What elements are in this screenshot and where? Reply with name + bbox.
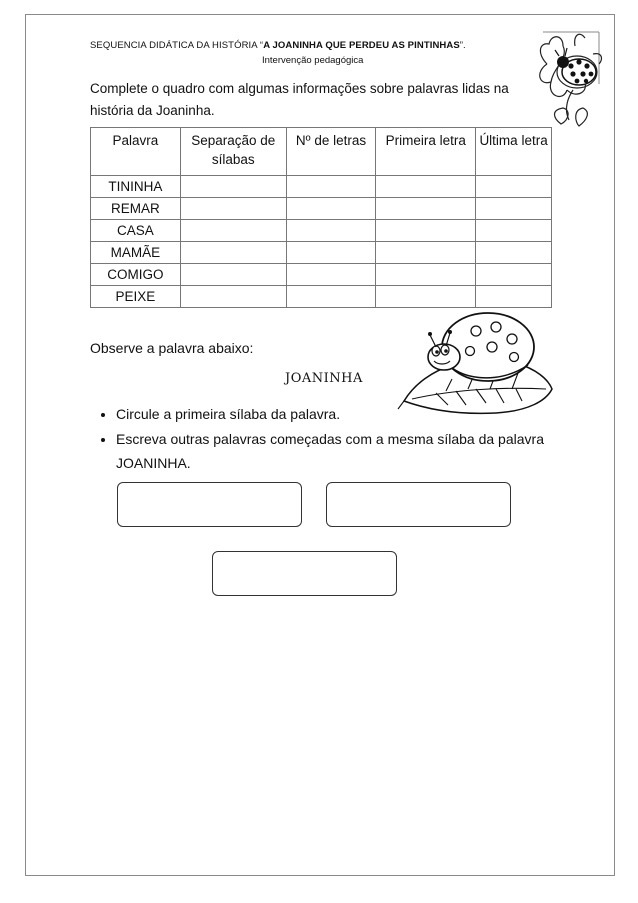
target-word[interactable]: JOANINHA: [285, 371, 363, 386]
header-title: SEQUENCIA DIDÁTICA DA HISTÓRIA “A JOANINHA QUE PERDEU AS PINTINHAS”.: [90, 40, 466, 51]
letter-count-cell[interactable]: [286, 286, 376, 308]
letter-count-cell[interactable]: [286, 176, 376, 198]
word-cell: COMIGO: [91, 264, 181, 286]
first-letter-cell[interactable]: [376, 264, 476, 286]
word-cell: CASA: [91, 220, 181, 242]
observe-prompt: Observe a palavra abaixo:: [90, 340, 254, 356]
ladybug-flower-illustration: [533, 24, 611, 132]
instruction-text: Complete o quadro com algumas informações sobre palavras lidas na história da Joaninha.: [90, 81, 509, 118]
first-letter-cell[interactable]: [376, 220, 476, 242]
letter-count-cell[interactable]: [286, 242, 376, 264]
word-cell: PEIXE: [91, 286, 181, 308]
last-letter-cell[interactable]: [476, 198, 552, 220]
last-letter-cell[interactable]: [476, 242, 552, 264]
table-row: [91, 242, 552, 264]
letter-count-cell[interactable]: [286, 264, 376, 286]
column-header: Última letra: [476, 128, 552, 176]
answer-box-2[interactable]: [326, 482, 511, 527]
last-letter-cell[interactable]: [476, 264, 552, 286]
last-letter-cell[interactable]: [476, 176, 552, 198]
header-subtitle: Intervenção pedagógica: [262, 55, 364, 66]
table-row: [91, 198, 552, 220]
syllables-cell[interactable]: [180, 176, 286, 198]
syllables-cell[interactable]: [180, 242, 286, 264]
ladybug-leaf-illustration: [396, 305, 556, 417]
word-cell: MAMÃE: [91, 242, 181, 264]
words-table: [90, 127, 552, 308]
word-cell: TININHA: [91, 176, 181, 198]
word-cell: REMAR: [91, 198, 181, 220]
last-letter-cell[interactable]: [476, 220, 552, 242]
task-list: [90, 402, 576, 476]
letter-count-cell[interactable]: [286, 198, 376, 220]
task-item: • Escreva outras palavras começadas com a mesma sílaba da palavra JOANINHA.: [116, 427, 576, 475]
table-row: [91, 264, 552, 286]
column-header: Palavra: [91, 128, 181, 176]
first-letter-cell[interactable]: [376, 176, 476, 198]
letter-count-cell[interactable]: [286, 220, 376, 242]
column-header: Separação de sílabas: [180, 128, 286, 176]
syllables-cell[interactable]: [180, 220, 286, 242]
syllables-cell[interactable]: [180, 286, 286, 308]
first-letter-cell[interactable]: [376, 198, 476, 220]
table-header-row: [91, 128, 552, 176]
column-header: Nº de letras: [286, 128, 376, 176]
table-row: [91, 220, 552, 242]
answer-box-3[interactable]: [212, 551, 397, 596]
column-header: Primeira letra: [376, 128, 476, 176]
task-item: • Circule a primeira sílaba da palavra.: [116, 402, 576, 426]
syllables-cell[interactable]: [180, 264, 286, 286]
table-row: [91, 176, 552, 198]
answer-box-1[interactable]: [117, 482, 302, 527]
first-letter-cell[interactable]: [376, 242, 476, 264]
syllables-cell[interactable]: [180, 198, 286, 220]
